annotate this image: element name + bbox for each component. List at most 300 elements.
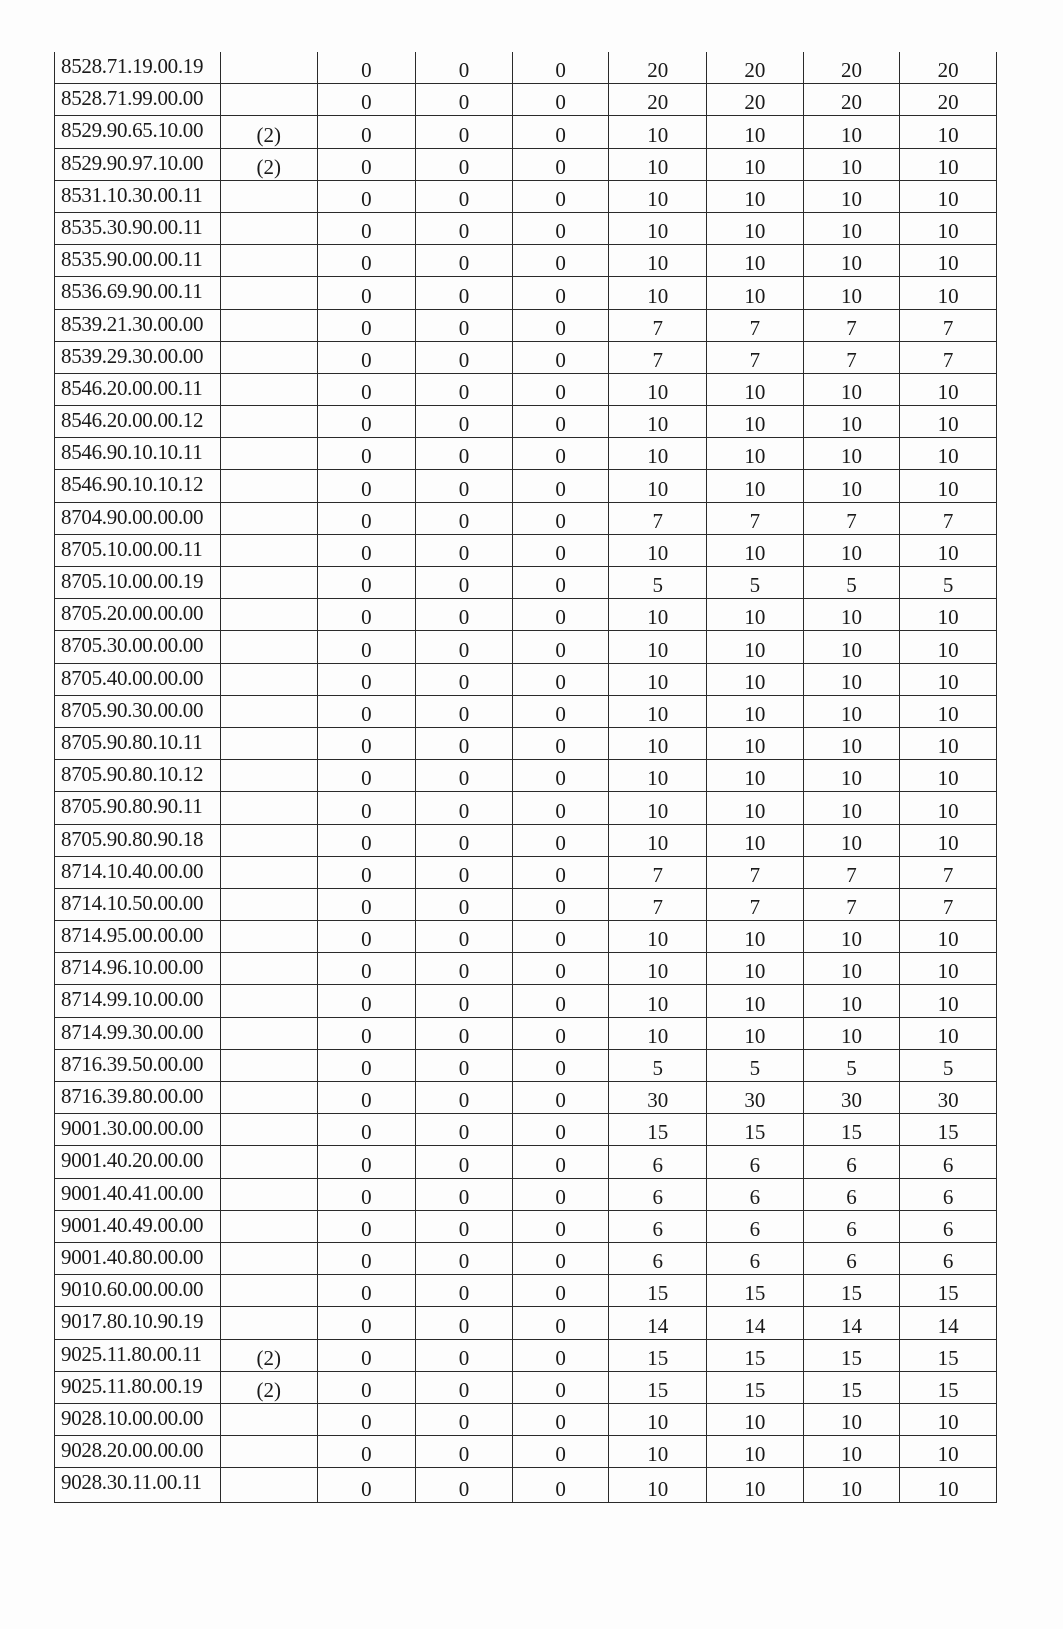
note-cell (220, 470, 317, 502)
rate-cell: 20 (900, 84, 997, 116)
tariff-code-cell: 9028.30.11.00.11 (55, 1468, 221, 1503)
rate-cell: 0 (317, 341, 416, 373)
rate-cell: 0 (512, 148, 609, 180)
tariff-code-cell: 8546.90.10.10.11 (55, 438, 221, 470)
rate-cell: 0 (512, 1436, 609, 1468)
table-row (55, 502, 997, 534)
tariff-code-cell: 8705.90.80.10.12 (55, 760, 221, 792)
rate-cell: 15 (609, 1114, 707, 1146)
rate-cell: 7 (609, 856, 707, 888)
rate-cell: 0 (317, 1049, 416, 1081)
rate-cell: 7 (609, 502, 707, 534)
rate-cell: 6 (707, 1178, 804, 1210)
note-cell (220, 1114, 317, 1146)
rate-cell: 15 (707, 1275, 804, 1307)
rate-cell: 0 (317, 148, 416, 180)
rate-cell: 0 (512, 180, 609, 212)
rate-cell: 10 (900, 534, 997, 566)
table-row (55, 1242, 997, 1274)
rate-cell: 10 (707, 792, 804, 824)
rate-cell: 10 (609, 953, 707, 985)
rate-cell: 0 (317, 277, 416, 309)
rate-cell: 15 (609, 1275, 707, 1307)
tariff-code-cell: 8705.30.00.00.00 (55, 631, 221, 663)
rate-cell: 10 (609, 116, 707, 148)
table-row (55, 212, 997, 244)
rate-cell: 5 (707, 567, 804, 599)
table-row (55, 1146, 997, 1178)
rate-cell: 10 (803, 824, 900, 856)
rate-cell: 7 (803, 888, 900, 920)
table-row (55, 856, 997, 888)
rate-cell: 7 (900, 856, 997, 888)
rate-cell: 10 (803, 1403, 900, 1435)
rate-cell: 0 (416, 1082, 513, 1114)
rate-cell: 0 (512, 341, 609, 373)
rate-cell: 5 (609, 567, 707, 599)
table-row (55, 888, 997, 920)
rate-cell: 10 (707, 1017, 804, 1049)
rate-cell: 0 (512, 792, 609, 824)
rate-cell: 10 (900, 116, 997, 148)
note-cell: (2) (220, 116, 317, 148)
rate-cell: 6 (707, 1210, 804, 1242)
rate-cell: 10 (707, 1468, 804, 1503)
rate-cell: 7 (707, 856, 804, 888)
rate-cell: 0 (416, 52, 513, 84)
tariff-code-cell: 9001.40.20.00.00 (55, 1146, 221, 1178)
rate-cell: 10 (900, 921, 997, 953)
rate-cell: 0 (317, 1082, 416, 1114)
rate-cell: 10 (900, 245, 997, 277)
rate-cell: 0 (512, 953, 609, 985)
rate-cell: 0 (512, 1468, 609, 1503)
tariff-code-cell: 9017.80.10.90.19 (55, 1307, 221, 1339)
rate-cell: 0 (416, 341, 513, 373)
rate-cell: 0 (416, 277, 513, 309)
rate-cell: 10 (609, 1436, 707, 1468)
tariff-code-cell: 8539.21.30.00.00 (55, 309, 221, 341)
rate-cell: 30 (707, 1082, 804, 1114)
rate-cell: 0 (416, 1468, 513, 1503)
rate-cell: 15 (900, 1114, 997, 1146)
rate-cell: 10 (609, 534, 707, 566)
rate-cell: 0 (416, 921, 513, 953)
rate-cell: 0 (416, 1049, 513, 1081)
rate-cell: 10 (707, 599, 804, 631)
rate-cell: 5 (609, 1049, 707, 1081)
rate-cell: 0 (317, 1146, 416, 1178)
table-row (55, 406, 997, 438)
rate-cell: 0 (317, 373, 416, 405)
rate-cell: 10 (609, 663, 707, 695)
rate-cell: 0 (512, 695, 609, 727)
rate-cell: 10 (900, 792, 997, 824)
table-row (55, 1436, 997, 1468)
tariff-code-cell: 9025.11.80.00.19 (55, 1371, 221, 1403)
rate-cell: 6 (900, 1146, 997, 1178)
rate-cell: 10 (900, 695, 997, 727)
rate-cell: 0 (416, 1178, 513, 1210)
tariff-code-cell: 9010.60.00.00.00 (55, 1275, 221, 1307)
rate-cell: 0 (317, 888, 416, 920)
table-row (55, 792, 997, 824)
rate-cell: 10 (707, 631, 804, 663)
rate-cell: 10 (609, 470, 707, 502)
tariff-code-cell: 8528.71.99.00.00 (55, 84, 221, 116)
tariff-code-cell: 8546.20.00.00.11 (55, 373, 221, 405)
rate-cell: 0 (416, 856, 513, 888)
rate-cell: 0 (416, 599, 513, 631)
note-cell (220, 212, 317, 244)
note-cell (220, 760, 317, 792)
note-cell (220, 1082, 317, 1114)
rate-cell: 0 (512, 1307, 609, 1339)
note-cell (220, 1403, 317, 1435)
note-cell (220, 695, 317, 727)
table-row (55, 824, 997, 856)
rate-cell: 10 (609, 212, 707, 244)
rate-cell: 0 (317, 1436, 416, 1468)
note-cell (220, 567, 317, 599)
rate-cell: 10 (609, 792, 707, 824)
tariff-code-cell: 8714.10.40.00.00 (55, 856, 221, 888)
rate-cell: 10 (609, 695, 707, 727)
rate-cell: 0 (512, 373, 609, 405)
rate-cell: 10 (609, 760, 707, 792)
rate-cell: 0 (416, 760, 513, 792)
note-cell (220, 921, 317, 953)
rate-cell: 0 (317, 1403, 416, 1435)
rate-cell: 6 (900, 1178, 997, 1210)
rate-cell: 7 (900, 341, 997, 373)
note-cell: (2) (220, 148, 317, 180)
rate-cell: 10 (707, 921, 804, 953)
rate-cell: 0 (416, 1146, 513, 1178)
rate-cell: 0 (317, 760, 416, 792)
rate-cell: 10 (900, 1017, 997, 1049)
rate-cell: 0 (512, 631, 609, 663)
rate-cell: 0 (416, 309, 513, 341)
rate-cell: 0 (317, 1210, 416, 1242)
rate-cell: 10 (803, 470, 900, 502)
table-row (55, 599, 997, 631)
note-cell (220, 84, 317, 116)
rate-cell: 0 (512, 1049, 609, 1081)
table-row (55, 116, 997, 148)
rate-cell: 10 (609, 245, 707, 277)
rate-cell: 10 (707, 1436, 804, 1468)
rate-cell: 10 (707, 406, 804, 438)
note-cell (220, 180, 317, 212)
rate-cell: 10 (609, 1017, 707, 1049)
rate-cell: 0 (512, 1114, 609, 1146)
rate-cell: 10 (609, 599, 707, 631)
rate-cell: 0 (317, 84, 416, 116)
tariff-code-cell: 8705.10.00.00.11 (55, 534, 221, 566)
rate-cell: 0 (512, 245, 609, 277)
tariff-code-cell: 8705.90.80.10.11 (55, 727, 221, 759)
note-cell (220, 856, 317, 888)
rate-cell: 10 (609, 1403, 707, 1435)
rate-cell: 7 (707, 888, 804, 920)
rate-cell: 0 (317, 856, 416, 888)
rate-cell: 10 (803, 921, 900, 953)
rate-cell: 10 (707, 148, 804, 180)
rate-cell: 10 (707, 277, 804, 309)
rate-cell: 10 (803, 727, 900, 759)
tariff-code-cell: 8705.90.80.90.18 (55, 824, 221, 856)
rate-cell: 7 (803, 341, 900, 373)
rate-cell: 6 (609, 1210, 707, 1242)
rate-cell: 10 (707, 953, 804, 985)
tariff-code-cell: 8528.71.19.00.19 (55, 52, 221, 84)
rate-cell: 0 (512, 1242, 609, 1274)
table-row (55, 695, 997, 727)
rate-cell: 10 (900, 599, 997, 631)
rate-cell: 30 (900, 1082, 997, 1114)
rate-cell: 0 (416, 1371, 513, 1403)
rate-cell: 0 (416, 84, 513, 116)
tariff-code-cell: 8535.90.00.00.11 (55, 245, 221, 277)
table-row (55, 1307, 997, 1339)
rate-cell: 5 (900, 567, 997, 599)
note-cell (220, 792, 317, 824)
rate-cell: 10 (900, 180, 997, 212)
rate-cell: 0 (512, 1082, 609, 1114)
rate-cell: 10 (803, 277, 900, 309)
rate-cell: 20 (707, 52, 804, 84)
rate-cell: 0 (512, 760, 609, 792)
rate-cell: 0 (416, 1339, 513, 1371)
rate-cell: 10 (803, 985, 900, 1017)
note-cell (220, 985, 317, 1017)
rate-cell: 15 (609, 1339, 707, 1371)
table-row (55, 1403, 997, 1435)
rate-cell: 0 (416, 727, 513, 759)
tariff-code-cell: 8705.40.00.00.00 (55, 663, 221, 695)
rate-cell: 0 (512, 438, 609, 470)
rate-cell: 10 (609, 373, 707, 405)
tariff-code-cell: 8716.39.50.00.00 (55, 1049, 221, 1081)
rate-cell: 0 (317, 1307, 416, 1339)
rate-cell: 6 (803, 1178, 900, 1210)
rate-cell: 7 (707, 341, 804, 373)
rate-cell: 0 (512, 856, 609, 888)
rate-cell: 0 (317, 1178, 416, 1210)
rate-cell: 0 (416, 631, 513, 663)
rate-cell: 10 (900, 953, 997, 985)
rate-cell: 0 (416, 148, 513, 180)
tariff-code-cell: 8536.69.90.00.11 (55, 277, 221, 309)
rate-cell: 10 (609, 824, 707, 856)
rate-cell: 0 (416, 1242, 513, 1274)
rate-cell: 10 (803, 116, 900, 148)
rate-cell: 10 (803, 180, 900, 212)
rate-cell: 10 (803, 953, 900, 985)
rate-cell: 0 (512, 888, 609, 920)
rate-cell: 0 (317, 1017, 416, 1049)
rate-cell: 10 (707, 985, 804, 1017)
rate-cell: 0 (416, 1275, 513, 1307)
rate-cell: 0 (317, 567, 416, 599)
note-cell (220, 1436, 317, 1468)
rate-cell: 0 (416, 534, 513, 566)
rate-cell: 0 (416, 824, 513, 856)
rate-cell: 7 (609, 341, 707, 373)
rate-cell: 0 (416, 180, 513, 212)
rate-cell: 0 (416, 567, 513, 599)
rate-cell: 0 (317, 792, 416, 824)
rate-cell: 10 (900, 631, 997, 663)
tariff-table (54, 52, 997, 1503)
rate-cell: 0 (317, 727, 416, 759)
rate-cell: 10 (900, 1403, 997, 1435)
rate-cell: 10 (707, 116, 804, 148)
table-row (55, 1339, 997, 1371)
table-row (55, 438, 997, 470)
note-cell (220, 1242, 317, 1274)
note-cell (220, 824, 317, 856)
rate-cell: 15 (803, 1114, 900, 1146)
rate-cell: 10 (803, 373, 900, 405)
table-row (55, 534, 997, 566)
rate-cell: 0 (317, 953, 416, 985)
rate-cell: 10 (707, 760, 804, 792)
table-row (55, 1017, 997, 1049)
tariff-code-cell: 8539.29.30.00.00 (55, 341, 221, 373)
rate-cell: 0 (317, 212, 416, 244)
table-row (55, 727, 997, 759)
tariff-code-cell: 8535.30.90.00.11 (55, 212, 221, 244)
table-row (55, 1468, 997, 1503)
note-cell (220, 1017, 317, 1049)
table-row (55, 180, 997, 212)
rate-cell: 14 (900, 1307, 997, 1339)
rate-cell: 10 (803, 406, 900, 438)
rate-cell: 7 (609, 888, 707, 920)
rate-cell: 10 (803, 631, 900, 663)
note-cell (220, 1468, 317, 1503)
rate-cell: 7 (803, 309, 900, 341)
rate-cell: 10 (803, 212, 900, 244)
rate-cell: 0 (416, 985, 513, 1017)
rate-cell: 0 (512, 1210, 609, 1242)
rate-cell: 6 (803, 1242, 900, 1274)
rate-cell: 10 (609, 985, 707, 1017)
rate-cell: 0 (416, 1436, 513, 1468)
rate-cell: 10 (707, 245, 804, 277)
rate-cell: 0 (512, 84, 609, 116)
note-cell (220, 727, 317, 759)
rate-cell: 20 (609, 52, 707, 84)
note-cell (220, 502, 317, 534)
rate-cell: 10 (609, 921, 707, 953)
rate-cell: 5 (803, 1049, 900, 1081)
note-cell (220, 953, 317, 985)
tariff-code-cell: 8704.90.00.00.00 (55, 502, 221, 534)
table-row (55, 277, 997, 309)
rate-cell: 0 (317, 824, 416, 856)
rate-cell: 0 (416, 116, 513, 148)
rate-cell: 10 (707, 212, 804, 244)
rate-cell: 7 (900, 502, 997, 534)
rate-cell: 10 (803, 695, 900, 727)
rate-cell: 6 (609, 1242, 707, 1274)
rate-cell: 10 (803, 792, 900, 824)
rate-cell: 0 (317, 245, 416, 277)
rate-cell: 0 (512, 1403, 609, 1435)
note-cell (220, 534, 317, 566)
rate-cell: 10 (803, 1017, 900, 1049)
rate-cell: 20 (803, 84, 900, 116)
rate-cell: 10 (609, 727, 707, 759)
rate-cell: 10 (609, 438, 707, 470)
rate-cell: 0 (416, 470, 513, 502)
rate-cell: 10 (900, 212, 997, 244)
rate-cell: 0 (317, 1275, 416, 1307)
note-cell (220, 406, 317, 438)
note-cell (220, 52, 317, 84)
rate-cell: 0 (317, 1114, 416, 1146)
table-row (55, 309, 997, 341)
rate-cell: 0 (416, 663, 513, 695)
rate-cell: 7 (609, 309, 707, 341)
note-cell (220, 1049, 317, 1081)
rate-cell: 0 (416, 695, 513, 727)
rate-cell: 0 (416, 1403, 513, 1435)
rate-cell: 15 (707, 1339, 804, 1371)
rate-cell: 30 (803, 1082, 900, 1114)
tariff-code-cell: 8705.90.80.90.11 (55, 792, 221, 824)
rate-cell: 7 (803, 856, 900, 888)
tariff-code-cell: 8714.10.50.00.00 (55, 888, 221, 920)
rate-cell: 6 (707, 1146, 804, 1178)
tariff-code-cell: 8714.99.30.00.00 (55, 1017, 221, 1049)
rate-cell: 10 (900, 1468, 997, 1503)
table-row (55, 84, 997, 116)
note-cell (220, 1275, 317, 1307)
note-cell (220, 631, 317, 663)
rate-cell: 0 (416, 212, 513, 244)
rate-cell: 6 (609, 1178, 707, 1210)
table-row (55, 52, 997, 84)
rate-cell: 0 (317, 502, 416, 534)
rate-cell: 0 (512, 309, 609, 341)
rate-cell: 0 (317, 116, 416, 148)
rate-cell: 0 (416, 502, 513, 534)
note-cell (220, 1210, 317, 1242)
rate-cell: 0 (512, 534, 609, 566)
rate-cell: 15 (900, 1339, 997, 1371)
note-cell (220, 1178, 317, 1210)
rate-cell: 10 (707, 727, 804, 759)
table-row (55, 921, 997, 953)
tariff-code-cell: 8714.99.10.00.00 (55, 985, 221, 1017)
rate-cell: 6 (609, 1146, 707, 1178)
rate-cell: 10 (707, 534, 804, 566)
tariff-code-cell: 9001.40.41.00.00 (55, 1178, 221, 1210)
rate-cell: 10 (707, 180, 804, 212)
rate-cell: 6 (707, 1242, 804, 1274)
rate-cell: 7 (803, 502, 900, 534)
rate-cell: 10 (803, 245, 900, 277)
rate-cell: 0 (416, 438, 513, 470)
tariff-code-cell: 9001.30.00.00.00 (55, 1114, 221, 1146)
rate-cell: 0 (317, 180, 416, 212)
rate-cell: 0 (512, 1371, 609, 1403)
rate-cell: 5 (707, 1049, 804, 1081)
